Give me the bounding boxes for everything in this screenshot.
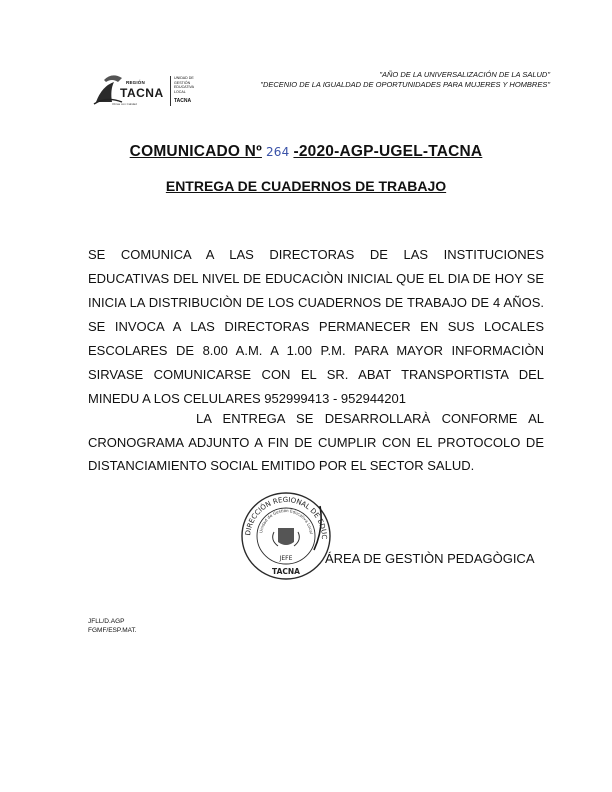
logo-unit-line: GESTIÓN xyxy=(174,80,191,85)
stamp-outer-text: DIRECCIÓN REGIONAL DE EDUC xyxy=(244,495,329,540)
reference-line: FGMF/ESP.MAT. xyxy=(88,627,137,634)
logo-unit-line: EDUCATIVA xyxy=(174,85,195,90)
body-paragraph-2 xyxy=(88,407,544,478)
logo-unit-name: TACNA xyxy=(174,98,192,104)
stamp-seal-icon xyxy=(236,488,336,584)
logo-divider xyxy=(170,76,171,106)
body-paragraph-2-text: LA ENTREGA SE DESARROLLARÀ CONFORME AL CRONOGRAMA ADJUNTO A FIN DE CUMPLIR CON EL PROTOCOLO DE DISTANCIAMIENTO SOCIAL EMITIDO POR EL SECTOR SALUD. xyxy=(88,411,544,473)
stamp-inner-text: Unidad de Gestión Educativa Local xyxy=(258,507,314,535)
title-handwritten-number: 264 xyxy=(265,145,290,159)
logo-region-label: REGIÓN xyxy=(126,80,145,85)
reference-line: JFLL/D.AGP xyxy=(88,618,125,625)
body-paragraph-1: SE COMUNICA A LAS DIRECTORAS DE LAS INSTITUCIONES EDUCATIVAS DEL NIVEL DE EDUCACIÒN INICIAL QUE EL DIA DE HOY SE INICIA LA DISTRIBUCIÒN DE LOS CUADERNOS DE TRABAJO DE 4 AÑOS. SE INVOCA A LAS DIRECTORAS PERMANECER EN SUS LOCALES ESCOLARES DE 8.00 A.M. A 1.00 P.M. PARA MAYOR INFORMACIÒN SIRVASE COMUNICARSE CON EL SR. ABAT TRANSPORTISTA DEL MINEDU A LOS CELULARES 952999413 - 952944201 xyxy=(88,247,544,406)
reference-initials xyxy=(88,617,137,635)
title-suffix: -2020-AGP-UGEL-TACNA xyxy=(293,143,483,160)
logo-unit-line: UNIDAD DE xyxy=(174,76,194,80)
logo-name: TACNA xyxy=(120,86,164,100)
logo-unit-line: LOCAL xyxy=(174,89,186,94)
title-prefix: COMUNICADO Nº xyxy=(129,143,262,160)
signature-label: ÁREA DE GESTIÒN PEDAGÒGICA xyxy=(325,551,535,566)
logo-unit-label xyxy=(174,76,214,94)
stamp-center-text: JEFE xyxy=(279,555,293,562)
logo-slogan: Obras con Calidad xyxy=(112,102,137,106)
ugel-tacna-logo xyxy=(92,72,212,108)
stamp-crest-icon xyxy=(273,528,300,546)
document-title xyxy=(0,143,612,161)
official-stamp xyxy=(236,488,336,584)
stamp-bottom-text: TACNA xyxy=(272,567,300,576)
year-slogan: "AÑO DE LA UNIVERSALIZACIÓN DE LA SALUD" xyxy=(379,70,550,79)
document-subtitle: ENTREGA DE CUADERNOS DE TRABAJO xyxy=(165,178,447,194)
decade-slogan: "DECENIO DE LA IGUALDAD DE OPORTUNIDADES PARA MUJERES Y HOMBRES" xyxy=(260,80,550,89)
